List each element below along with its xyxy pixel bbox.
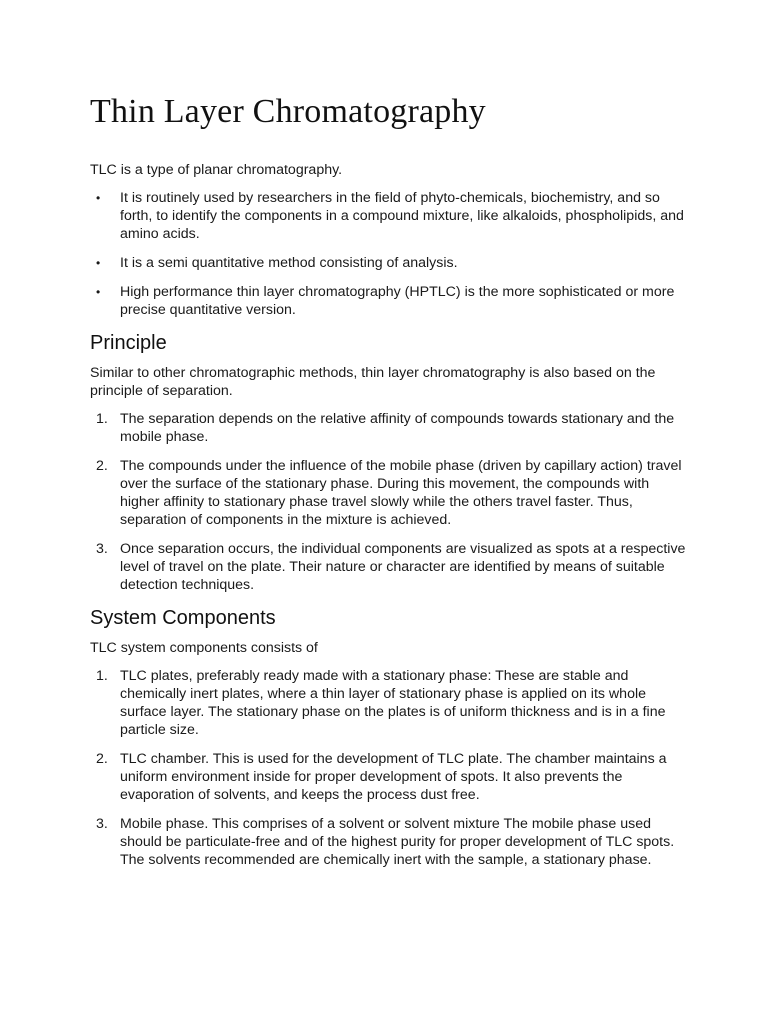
list-item-text: Mobile phase. This comprises of a solvent or solvent mixture The mobile phase used should be particulate-free and of the highest purity for proper development of TLC spots. The solvents recommended are chemically inert with the sample, a stationary phase. [120, 816, 675, 868]
list-item-text: It is a semi quantitative method consisting of analysis. [120, 255, 458, 271]
page-title: Thin Layer Chromatography [90, 93, 486, 130]
principle-numbered-list [90, 410, 690, 594]
number-marker: 2. [96, 458, 108, 474]
list-item [90, 815, 690, 869]
list-item-text: TLC chamber. This is used for the development of TLC plate. The chamber maintains a uniform environment inside for proper development of spots. It also prevents the evaporation of solvents, and keeps the process dust free. [120, 751, 667, 803]
number-marker: 1. [96, 668, 108, 684]
list-item [90, 540, 690, 594]
principle-section [90, 330, 690, 594]
list-item [90, 410, 690, 446]
system-components-heading: System Components [90, 607, 276, 629]
number-marker: 3. [96, 541, 108, 557]
bullet-marker: • [96, 191, 101, 205]
list-item-text: Once separation occurs, the individual components are visualized as spots at a respective level of travel on the plate. Their nature or character are identified by means of suitable detection techniques. [120, 541, 686, 593]
number-marker: 3. [96, 816, 108, 832]
list-item-text: TLC plates, preferably ready made with a stationary phase: These are stable and chemically inert plates, where a thin layer of stationary phase is applied on its whole surface layer. The stationary phase on the plates is of uniform thickness and is in a fine particle size. [120, 668, 666, 738]
document-page [90, 90, 690, 880]
system-components-paragraph: TLC system components consists of [90, 640, 318, 656]
intro-paragraph: TLC is a type of planar chromatography. [90, 162, 343, 178]
list-item [90, 667, 690, 739]
principle-paragraph: Similar to other chromatographic methods, thin layer chromatography is also based on the principle of separation. [90, 365, 656, 399]
list-item [90, 457, 690, 529]
number-marker: 1. [96, 411, 108, 427]
system-components-section [90, 605, 690, 869]
list-item-text: High performance thin layer chromatography (HPTLC) is the more sophisticated or more precise quantitative version. [120, 284, 675, 318]
list-item [90, 189, 690, 243]
intro-bullet-list [90, 189, 690, 319]
principle-heading: Principle [90, 332, 167, 354]
bullet-marker: • [96, 256, 101, 270]
list-item-text: The compounds under the influence of the mobile phase (driven by capillary action) travel over the surface of the stationary phase. During this movement, the compounds with higher affinity to stationary phase travel slowly while the others travel faster. Thus, separation of components in the mixture is achieved. [120, 458, 682, 528]
list-item-text: It is routinely used by researchers in the field of phyto-chemicals, biochemistry, and so forth, to identify the components in a compound mixture, like alkaloids, phospholipids, and amino acids. [120, 190, 684, 242]
list-item-text: The separation depends on the relative affinity of compounds towards stationary and the mobile phase. [120, 411, 675, 445]
list-item [90, 283, 690, 319]
system-components-numbered-list [90, 667, 690, 869]
number-marker: 2. [96, 751, 108, 767]
bullet-marker: • [96, 285, 101, 299]
list-item [90, 254, 690, 272]
list-item [90, 750, 690, 804]
